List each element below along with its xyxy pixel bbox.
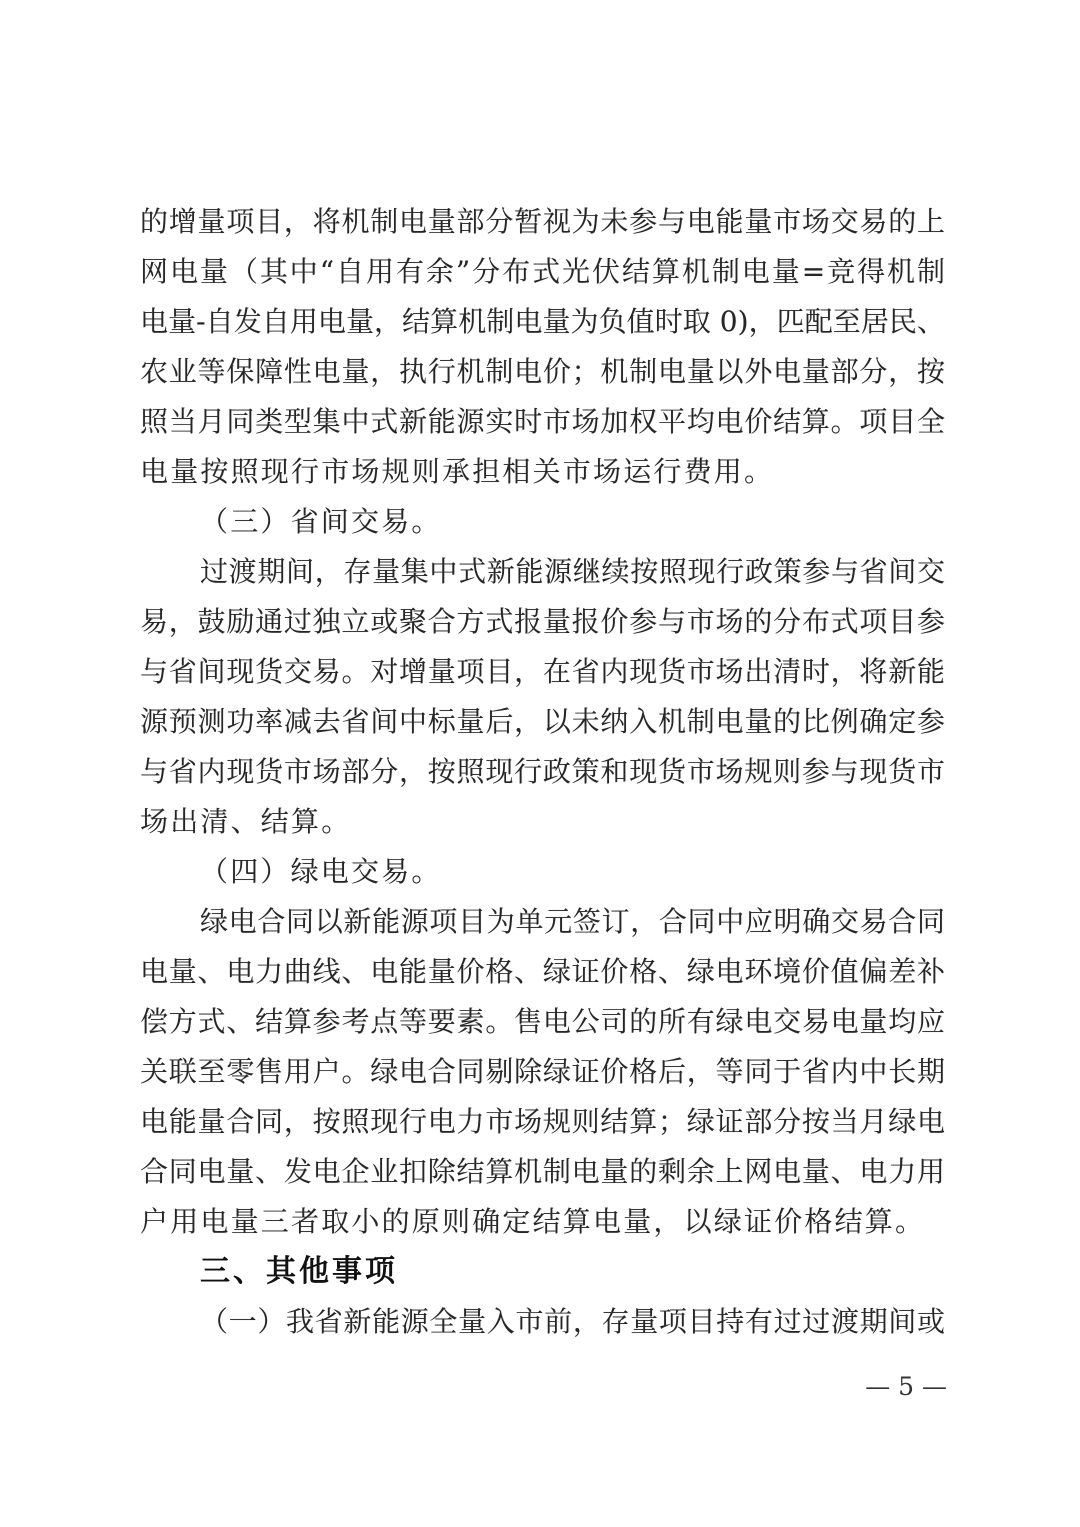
text-line: 偿方式、结算参考点等要素。售电公司的所有绿电交易电量均应 xyxy=(140,1005,945,1038)
page-number: — 5 — xyxy=(865,1372,947,1401)
text-line: 关联至零售用户。绿电合同剔除绿证价格后，等同于省内中长期 xyxy=(140,1055,945,1088)
text-line: 照当月同类型集中式新能源实时市场加权平均电价结算。项目全 xyxy=(140,405,945,438)
text-line: 电量-自发自用电量，结算机制电量为负值时取 0)，匹配至居民、 xyxy=(140,305,945,338)
text-line: 农业等保障性电量，执行机制电价；机制电量以外电量部分，按 xyxy=(140,355,945,388)
text-line: （三）省间交易。 xyxy=(200,505,442,538)
section-heading: 三、其他事项 xyxy=(200,1255,398,1288)
text-line: 电量、电力曲线、电能量价格、绿证价格、绿电环境价值偏差补 xyxy=(140,955,945,988)
text-line: 源预测功率减去省间中标量后，以未纳入机制电量的比例确定参 xyxy=(140,705,945,738)
text-line: 电能量合同，按照现行电力市场规则结算；绿证部分按当月绿电 xyxy=(140,1105,945,1138)
text-line: （四）绿电交易。 xyxy=(200,855,442,888)
text-line: 过渡期间，存量集中式新能源继续按照现行政策参与省间交 xyxy=(200,555,945,588)
document-body xyxy=(140,197,945,1347)
text-line: 网电量（其中“自用有余”分布式光伏结算机制电量=竞得机制 xyxy=(140,255,945,288)
text-line: 电量按照现行市场规则承担相关市场运行费用。 xyxy=(140,455,775,488)
text-line: 与省间现货交易。对增量项目，在省内现货市场出清时，将新能 xyxy=(140,655,945,688)
text-line: 户用电量三者取小的原则确定结算电量，以绿证价格结算。 xyxy=(140,1205,926,1238)
text-line: 合同电量、发电企业扣除结算机制电量的剩余上网电量、电力用 xyxy=(140,1155,945,1188)
text-line: 场出清、结算。 xyxy=(140,805,352,838)
text-line: 易，鼓励通过独立或聚合方式报量报价参与市场的分布式项目参 xyxy=(140,605,945,638)
text-line: （一）我省新能源全量入市前，存量项目持有过过渡期间或 xyxy=(200,1305,945,1338)
text-line: 的增量项目，将机制电量部分暂视为未参与电能量市场交易的上 xyxy=(140,205,945,238)
text-line: 与省内现货市场部分，按照现行政策和现货市场规则参与现货市 xyxy=(140,755,945,788)
text-line: 绿电合同以新能源项目为单元签订，合同中应明确交易合同 xyxy=(200,905,945,938)
